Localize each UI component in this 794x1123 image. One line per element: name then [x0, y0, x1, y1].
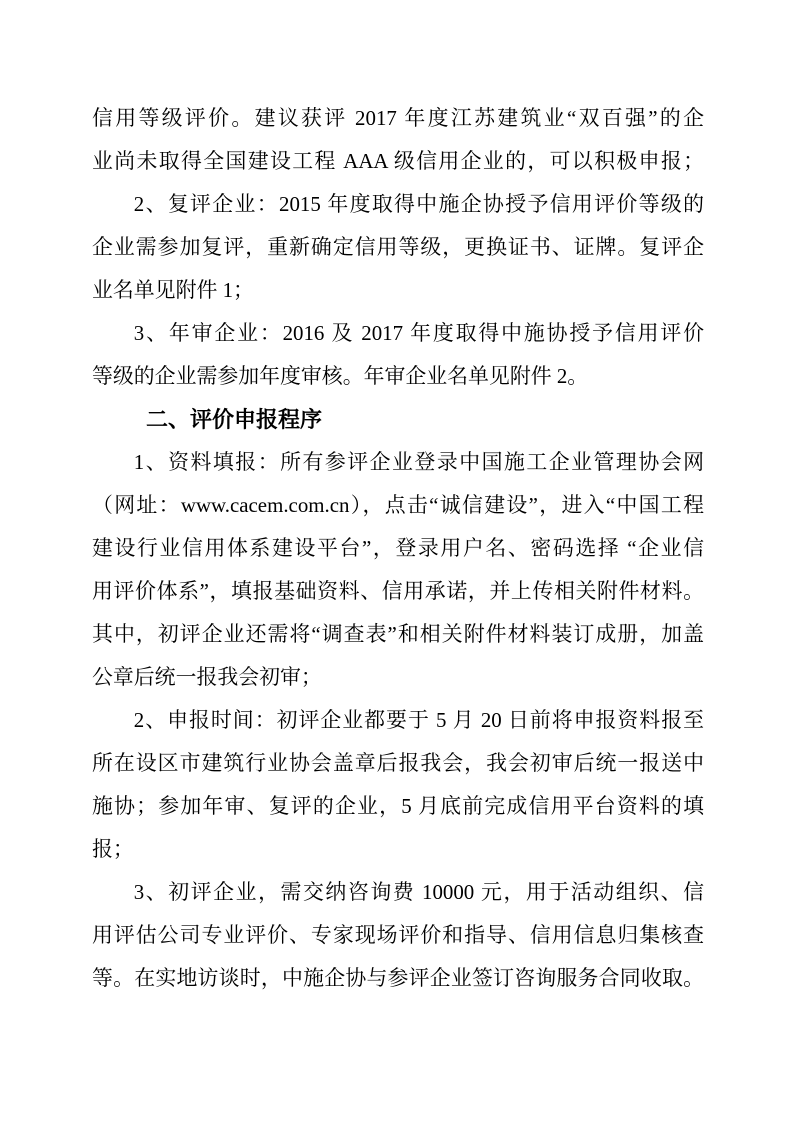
text-line: 等级的企业需参加年度审核。年审企业名单见附件 2。: [92, 364, 589, 388]
text-line: 施协；参加年审、复评的企业，5 月底前完成信用平台资料的填: [92, 794, 704, 818]
text-line: 3、初评企业，需交纳咨询费 10000 元，用于活动组织、信: [133, 880, 704, 904]
text-line: 用评估公司专业评价、专家现场评价和指导、信用信息归集核查: [92, 923, 704, 947]
text-line: 等。在实地访谈时，中施企协与参评企业签订咨询服务合同收取。: [92, 966, 704, 990]
text-line: 所在设区市建筑行业协会盖章后报我会，我会初审后统一报送中: [92, 751, 704, 775]
text-line: 业尚未取得全国建设工程 AAA 级信用企业的，可以积极申报；: [92, 149, 704, 173]
text-line: 用评价体系”，填报基础资料、信用承诺，并上传相关附件材料。: [92, 579, 704, 603]
text-line: 信用等级评价。建议获评 2017 年度江苏建筑业“双百强”的企: [92, 106, 704, 130]
text-line: （网址：www.cacem.com.cn），点击“诚信建设”，进入“中国工程: [92, 493, 704, 517]
text-line: 建设行业信用体系建设平台”，登录用户名、密码选择 “企业信: [92, 536, 704, 560]
text-line: 2、申报时间：初评企业都要于 5 月 20 日前将申报资料报至: [133, 708, 704, 732]
paragraph: [92, 871, 704, 1000]
text-line: 其中，初评企业还需将“调查表”和相关附件材料装订成册，加盖: [92, 622, 704, 646]
text-line: 1、资料填报：所有参评企业登录中国施工企业管理协会网: [133, 450, 704, 474]
paragraph: [92, 183, 704, 312]
text-line: 公章后统一报我会初审；: [92, 665, 322, 689]
paragraph: [92, 441, 704, 699]
paragraph: [92, 312, 704, 398]
text-line: 报；: [92, 837, 134, 861]
section-heading: 二、评价申报程序: [146, 407, 323, 432]
paragraph: [92, 699, 704, 871]
text-line: 2、复评企业：2015 年度取得中施企协授予信用评价等级的: [133, 192, 704, 216]
text-line: 企业需参加复评，重新确定信用等级，更换证书、证牌。复评企: [92, 235, 704, 259]
paragraph: [92, 97, 704, 183]
text-line: 业名单见附件 1；: [92, 278, 254, 302]
text-line: 3、年审企业：2016 及 2017 年度取得中施协授予信用评价: [133, 321, 704, 345]
page-body: [92, 97, 704, 1000]
